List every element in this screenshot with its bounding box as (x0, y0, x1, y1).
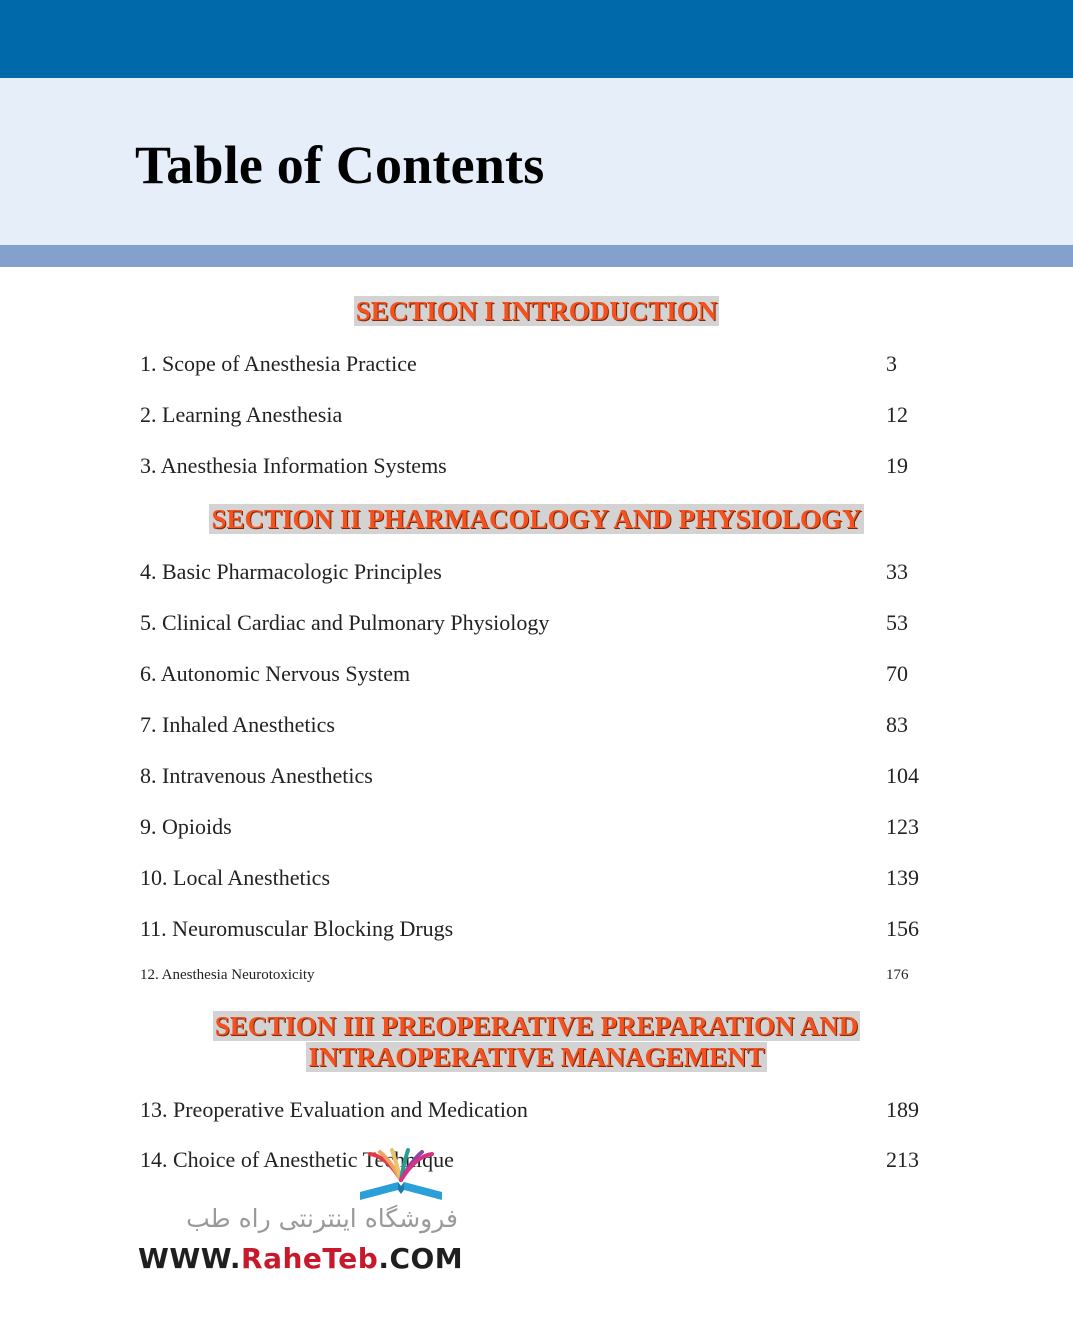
toc-entry[interactable] (140, 402, 930, 432)
toc-entry-title: 11. Neuromuscular Blocking Drugs (140, 916, 454, 941)
toc-entry-page: 156 (886, 916, 919, 941)
watermark (136, 1146, 466, 1276)
toc-entry-title: 9. Opioids (140, 814, 232, 839)
section-heading-text: SECTION III PREOPERATIVE PREPARATION AND (214, 1011, 859, 1041)
toc-entry-title: 7. Inhaled Anesthetics (140, 712, 335, 737)
watermark-url-prefix: WWW. (138, 1242, 242, 1275)
toc-entry-title: 3. Anesthesia Information Systems (140, 453, 447, 478)
toc-entry-page: 104 (886, 763, 919, 788)
toc-entry-page: 83 (886, 712, 908, 737)
toc-entry-page: 3 (886, 351, 897, 376)
toc-entry-title: 2. Learning Anesthesia (140, 402, 343, 427)
toc-entry-title: 14. Choice of Anesthetic Technique (140, 1147, 454, 1172)
toc-entry-title: 1. Scope of Anesthesia Practice (140, 351, 417, 376)
toc-entry[interactable] (140, 916, 930, 946)
toc-entry-title: 4. Basic Pharmacologic Principles (140, 559, 442, 584)
section-heading-text: INTRAOPERATIVE MANAGEMENT (308, 1042, 765, 1072)
toc-entry[interactable] (140, 351, 930, 381)
top-color-bar (0, 0, 1073, 78)
watermark-url-brand: RaheTeb (241, 1242, 379, 1275)
toc-entry-title: 5. Clinical Cardiac and Pulmonary Physiology (140, 610, 550, 635)
toc-entry[interactable] (140, 1097, 930, 1127)
toc-entry[interactable] (140, 814, 930, 844)
section-heading-text: SECTION I INTRODUCTION (355, 296, 718, 326)
toc-entry[interactable] (140, 712, 930, 742)
page-title: Table of Contents (135, 135, 545, 195)
section-heading-1 (0, 296, 1073, 327)
watermark-persian-text: فروشگاه اینترنتی راه طب (186, 1204, 458, 1233)
toc-entry[interactable] (140, 967, 930, 997)
toc-entry[interactable] (140, 763, 930, 793)
toc-entry-title: 8. Intravenous Anesthetics (140, 763, 373, 788)
watermark-url-suffix: .COM (378, 1242, 464, 1275)
toc-entry-page: 53 (886, 610, 908, 635)
toc-entry[interactable] (140, 610, 930, 640)
toc-entry[interactable] (140, 559, 930, 589)
toc-entry-page: 213 (886, 1147, 919, 1172)
toc-entry-page: 12 (886, 402, 908, 427)
toc-entry-title: 13. Preoperative Evaluation and Medication (140, 1097, 528, 1122)
watermark-url (138, 1242, 463, 1275)
toc-entry-page: 139 (886, 865, 919, 890)
toc-entry-page: 189 (886, 1097, 919, 1122)
toc-entry[interactable] (140, 865, 930, 895)
toc-entry[interactable] (140, 453, 930, 483)
open-book-rainbow-icon (346, 1146, 456, 1202)
toc-entry-page: 123 (886, 814, 919, 839)
toc-entry-page: 70 (886, 661, 908, 686)
toc-entry-page: 176 (886, 967, 909, 983)
toc-entry-title: 6. Autonomic Nervous System (140, 661, 411, 686)
toc-entry-title: 10. Local Anesthetics (140, 865, 331, 890)
section-heading-3 (0, 1011, 1073, 1073)
toc-entry[interactable] (140, 661, 930, 691)
accent-bar (0, 245, 1073, 267)
section-heading-text: SECTION II PHARMACOLOGY AND PHYSIOLOGY (211, 504, 862, 534)
toc-entry-page: 33 (886, 559, 908, 584)
toc-entry-page: 19 (886, 453, 908, 478)
toc-entry-title: 12. Anesthesia Neurotoxicity (140, 967, 315, 983)
section-heading-2 (0, 504, 1073, 535)
